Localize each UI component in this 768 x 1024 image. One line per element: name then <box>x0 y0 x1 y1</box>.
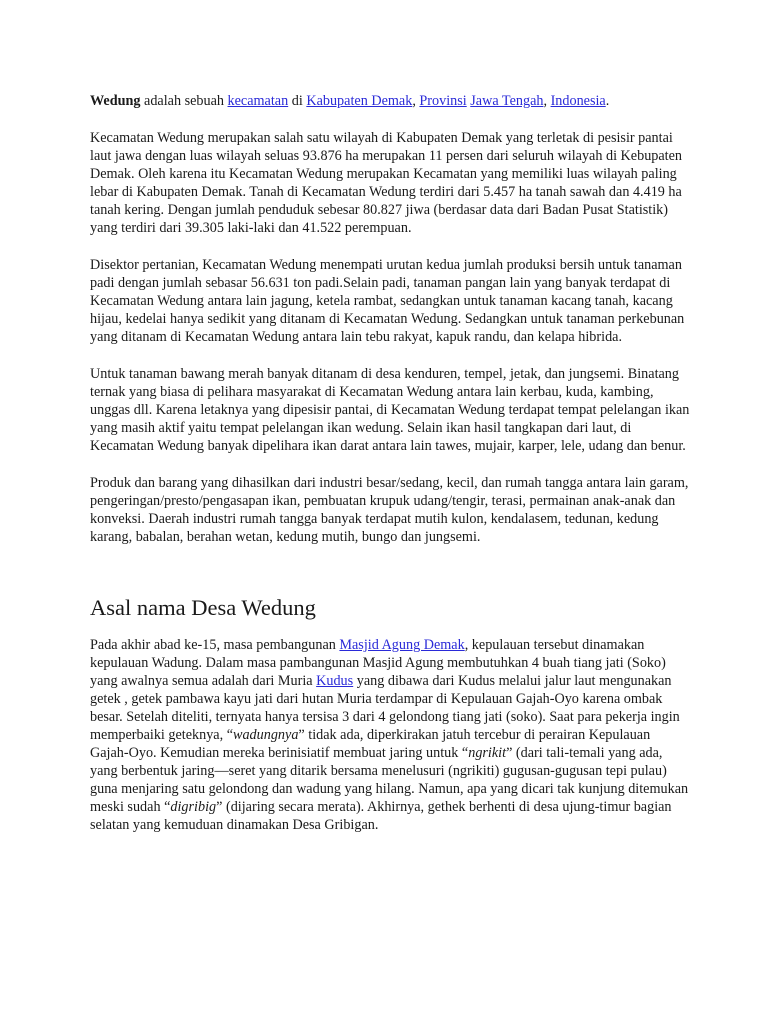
intro-text-2: di <box>288 93 307 109</box>
intro-text-3: , <box>412 93 420 109</box>
paragraph-pertanian: Disektor pertanian, Kecamatan Wedung menempati urutan kedua jumlah produksi bersih untuk tanaman padi dengan jumlah sebasar 56.631 ton padi.Selain padi, tanaman pangan lain yang banyak terdapat di Kecamatan Wedung antara lain jagung, ketela rambat, sedangkan untuk tanaman kacang tanah, kacang hijau, kedelai hanya sedikit yang ditanam di Kecamatan Wedung. Sedangkan untuk tanaman perkebunan yang ditanam di Kecamatan Wedung antara lain tebu rakyat, kapuk randu, dan kelapa hibrida. <box>90 257 685 345</box>
asal-text-2: , kepulauan tersebut dinamakan kepulauan Wadung. Dalam masa pambangunan Masjid Agung membutuhkan 4 buah tiang jati (Soko) yang awalnya semua adalah dari Muria <box>90 637 666 689</box>
term-digribig: digribig <box>170 799 217 815</box>
intro-text-5: , <box>543 93 551 109</box>
article <box>90 92 690 834</box>
term-wadungnya: wadungnya <box>233 727 299 743</box>
asal-text-5: ” (dari tali-temali yang ada, yang berbentuk jaring—seret yang ditarik bersama menelusuri (ngrikiti) gugusan-gugusan tepi pulau) guna menjaring satu gelondong dan wadung yang hilang. Namun, apa yang dicari tak kunjung ditemukan meski sudah “ <box>90 745 689 815</box>
asal-text-6: ” (dijaring secara merata). Akhirnya, gethek berhenti di desa ujung-timur bagian selatan yang kemuduan dinamakan Desa Gribigan. <box>90 799 672 833</box>
intro-paragraph <box>90 92 690 110</box>
link-indonesia[interactable]: Indonesia <box>550 93 606 109</box>
asal-text-3: yang dibawa dari Kudus melalui jalur laut mengunakan getek , getek pambawa kayu jati dari hutan Muria terdampar di Kepulauan Gajah-Oyo karena ombak besar. Setelah diteliti, ternyata hanya tersisa 3 dari 4 gelondong tiang jati (soko). Saat para pekerja ingin memperbaiki geteknya, “ <box>90 673 680 743</box>
section-heading: Asal nama Desa Wedung <box>90 595 316 620</box>
paragraph-asal-nama <box>90 636 690 834</box>
link-jawa-tengah[interactable]: Jawa Tengah <box>470 93 544 109</box>
link-kudus[interactable]: Kudus <box>316 673 354 689</box>
intro-text-6: . <box>605 93 610 109</box>
link-kecamatan[interactable]: kecamatan <box>227 93 289 109</box>
link-provinsi[interactable]: Provinsi <box>419 93 467 109</box>
paragraph-peternakan: Untuk tanaman bawang merah banyak ditanam di desa kenduren, tempel, jetak, dan jungsemi. Binatang ternak yang biasa di pelihara masyarakat di Kecamatan Wedung antara lain kerbau, kuda, kambing, unggas dll. Karena letaknya yang dipesisir pantai, di Kecamatan Wedung terdapat tempat pelelangan ikan yang masih aktif yaitu tempat pelelangan ikan wedung. Selain ikan hasil tangkapan dari laut, di Kecamatan Wedung banyak dipelihara ikan darat antara lain tawes, mujair, karper, lele, udang dan benur. <box>90 366 690 454</box>
paragraph-wilayah: Kecamatan Wedung merupakan salah satu wilayah di Kabupaten Demak yang terletak di pesisir pantai laut jawa dengan luas wilayah seluas 93.876 ha merupakan 11 persen dari seluruh wilayah di Kebupaten Demak. Oleh karena itu Kecamatan Wedung merupakan Kecamatan yang memiliki luas wilayah paling lebar di Kabupaten Demak. Tanah di Kecamatan Wedung terdiri dari 5.457 ha tanah sawah dan 4.419 ha tanah kering. Dengan jumlah penduduk sebesar 80.827 jiwa (berdasar data dari Badan Pusat Statistik) yang terdiri dari 39.305 laki-laki dan 41.522 perempuan. <box>90 130 683 236</box>
link-masjid-agung-demak[interactable]: Masjid Agung Demak <box>339 637 465 653</box>
subject-term: Wedung <box>90 93 141 109</box>
link-kabupaten-demak[interactable]: Kabupaten Demak <box>306 93 413 109</box>
asal-text-4: ” tidak ada, diperkirakan jatuh tercebur di perairan Kepulauan Gajah-Oyo. Kemudian mereka berinisiatif membuat jaring untuk “ <box>90 727 651 761</box>
intro-text-1: adalah sebuah <box>140 93 228 109</box>
paragraph-industri: Produk dan barang yang dihasilkan dari industri besar/sedang, kecil, dan rumah tangga antara lain garam, pengeringan/presto/pengasapan ikan, pembuatan krupuk udang/tengir, terasi, permainan anak-anak dan konveksi. Daerah industri rumah tangga banyak terdapat mutih kulon, kendalasem, tedunan, kedung karang, babalan, berahan wetan, kedung mutih, bungo dan jungsemi. <box>90 475 689 545</box>
asal-text-1: Pada akhir abad ke-15, masa pembangunan <box>90 637 340 653</box>
term-ngrikit: ngrikit <box>468 745 507 761</box>
